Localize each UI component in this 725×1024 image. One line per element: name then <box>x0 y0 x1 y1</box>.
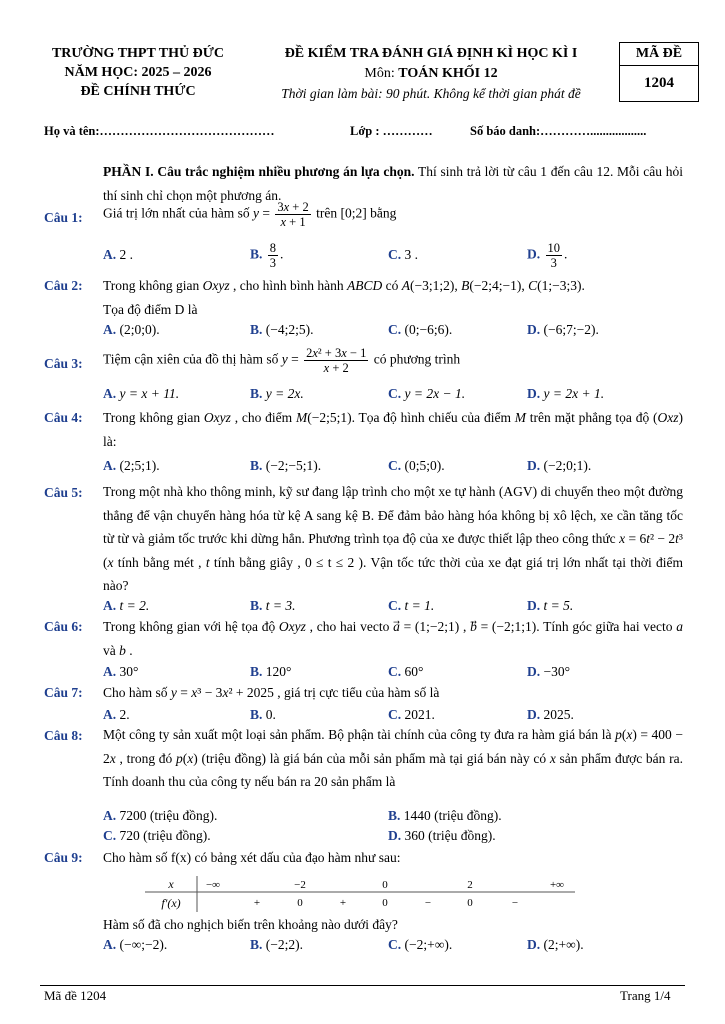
q5-option-c[interactable]: C. t = 1. <box>388 598 435 613</box>
time-note: Thời gian làm bài: 90 phút. Không kể thời gian phát đề <box>281 86 581 101</box>
q3-option-b[interactable]: B. y = 2x. <box>250 386 304 401</box>
q6-b-text: 120° <box>265 664 292 679</box>
sign-table-zero-3: 0 <box>467 897 473 909</box>
q1-option-d[interactable]: D. $\frac{10}{3}$ . <box>527 241 568 270</box>
q4-label: Câu 4: <box>44 410 83 425</box>
part1-title: PHẦN I. Câu trắc nghiệm nhiều phương án lựa chọn. <box>103 164 415 179</box>
q2-b-text: (−4;2;5). <box>265 322 314 337</box>
q9-c-text: (−2;+∞). <box>404 937 453 952</box>
sbd-label: Số báo danh:………….................. <box>470 124 647 138</box>
sign-table-fp-label: f′(x) <box>161 896 181 910</box>
q7-option-c[interactable]: C. 2021. <box>388 707 435 722</box>
q8-option-b[interactable]: B. 1440 (triệu đồng). <box>388 808 502 823</box>
footer-divider <box>40 985 685 986</box>
student-name-label: Họ và tên:…………………………………… <box>44 124 275 138</box>
q1-option-a[interactable]: A. 2 . <box>103 247 133 262</box>
q6-label: Câu 6: <box>44 619 83 634</box>
footer-code: Mã đề 1204 <box>44 988 107 1003</box>
q6-a-text: 30° <box>119 664 139 679</box>
q4-d-text: (−2;0;1). <box>543 458 592 473</box>
q2-c-text: (0;−6;6). <box>404 322 453 337</box>
sign-table-x-label: x <box>168 877 174 891</box>
q8-a-text: 7200 (triệu đồng). <box>119 808 218 823</box>
q3-option-c[interactable]: C. y = 2x − 1. <box>388 386 466 401</box>
q8-d-text: 360 (triệu đồng). <box>404 828 496 843</box>
q4-option-b[interactable]: B. (−2;−5;1). <box>250 458 322 473</box>
q5-body: Trong một nhà kho thông minh, kỹ sư đang lập trình cho một xe tự hành (AGV) di chuyển theo một đường thẳng để vận chuyển hàng hóa từ kệ A sang kệ B. Để đảm bảo hàng hóa không bị xô lệch, xe cần tăng tốc từ từ và giảm tốc trước khi dừng hẳn. Phương trình tọa độ của xe được thiết lập theo công thức <box>103 484 683 546</box>
sign-table-sign-4: − <box>511 897 519 909</box>
q7-text: Cho hàm số y = x³ − 3x² + 2025 , giá trị cực tiểu của hàm số là <box>103 685 440 700</box>
q8-label: Câu 8: <box>44 728 83 743</box>
q1-b-den: 3 <box>269 256 277 270</box>
q3-text: Tiệm cận xiên của đồ thị hàm số y = $\frac{\text{2x² + 3x − 1}}{x + 2}$ có phương trình <box>103 346 461 375</box>
school-header <box>28 44 248 101</box>
q7-b-text: 0. <box>265 707 276 722</box>
official-label: ĐỀ CHÍNH THỨC <box>80 84 196 99</box>
student-name-field[interactable] <box>44 124 275 139</box>
q1-c-text: 3 . <box>404 247 418 262</box>
q9-option-b[interactable]: B. (−2;2). <box>250 937 303 952</box>
q9-b-text: (−2;2). <box>265 937 303 952</box>
q5-text: Trong một nhà kho thông minh, kỹ sư đang lập trình cho một xe tự hành (AGV) di chuyển theo một đường thẳng để vận chuyển hàng hóa từ kệ A sang kệ B. Để đảm bảo hàng hóa không bị xô lệch, xe cần tăng tốc từ từ và giảm tốc trước khi dừng hẳn. Phương trình tọa độ của xe được thiết lập theo công thức x = 6t² − 2t³ (x tính bằng mét , t tính bằng giây , 0 ≤ t ≤ 2 ). Vận tốc tức thời của xe đạt giá trị lớn nhất tại thời điểm nào? <box>103 484 683 593</box>
class-field[interactable] <box>350 124 433 139</box>
q5-label: Câu 5: <box>44 485 83 500</box>
q4-b-text: (−2;−5;1). <box>265 458 322 473</box>
q6-d-text: −30° <box>543 664 571 679</box>
sign-table-sign-1: + <box>253 897 261 909</box>
q2-option-a[interactable]: A. (2;0;0). <box>103 322 160 337</box>
q9-option-a[interactable]: A. (−∞;−2). <box>103 937 168 952</box>
q8-option-c[interactable]: C. 720 (triệu đồng). <box>103 828 211 843</box>
q1-label: Câu 1: <box>44 210 83 225</box>
subject-prefix: Môn: <box>364 66 399 81</box>
sign-table-point-5: +∞ <box>549 879 565 891</box>
q4-option-c[interactable]: C. (0;5;0). <box>388 458 445 473</box>
q5-option-b[interactable]: B. t = 3. <box>250 598 296 613</box>
q7-label: Câu 7: <box>44 685 83 700</box>
q7-option-a[interactable]: A. 2. <box>103 707 130 722</box>
q1-d-den: 3 <box>550 256 557 270</box>
q3-d-text: y = 2x + 1. <box>543 386 605 401</box>
q2-label: Câu 2: <box>44 278 83 293</box>
part1-desc: Thí sinh trả lời từ câu 1 đến câu 12. Mỗi câu hỏi thí sinh chỉ chọn một phương án. <box>103 164 683 203</box>
q1-d-num: 10 <box>547 241 560 255</box>
footer-page: Trang 1/4 <box>620 988 671 1003</box>
q9-option-d[interactable]: D. (2;+∞). <box>527 937 584 952</box>
sign-table-sign-3: − <box>424 897 432 909</box>
q7-option-b[interactable]: B. 0. <box>250 707 276 722</box>
q6-option-d[interactable]: D. −30° <box>527 664 571 679</box>
exam-code: 1204 <box>644 75 674 91</box>
q4-option-d[interactable]: D. (−2;0;1). <box>527 458 592 473</box>
q2-a-text: (2;0;0). <box>119 322 160 337</box>
q2-text: Trong không gian Oxyz , cho hình bình hành ABCD có A(−3;1;2), B(−2;4;−1), C(1;−3;3). Tọa độ điểm D là <box>103 278 585 317</box>
sign-table-zero-1: 0 <box>297 897 303 909</box>
q2-option-c[interactable]: C. (0;−6;6). <box>388 322 453 337</box>
q9-option-c[interactable]: C. (−2;+∞). <box>388 937 453 952</box>
q9-d-text: (2;+∞). <box>543 937 584 952</box>
q6-option-b[interactable]: B. 120° <box>250 664 292 679</box>
q1-option-b[interactable]: B. $\frac{8}{3}$ . <box>250 241 284 270</box>
q2-option-d[interactable]: D. (−6;7;−2). <box>527 322 599 337</box>
q8-option-d[interactable]: D. 360 (triệu đồng). <box>388 828 496 843</box>
school-year: NĂM HỌC: 2025 – 2026 <box>64 65 212 80</box>
exam-header <box>262 44 600 104</box>
q7-d-text: 2025. <box>543 707 574 722</box>
sbd-field[interactable] <box>470 124 646 139</box>
q3-c-text: y = 2x − 1. <box>404 386 466 401</box>
q6-text: Trong không gian với hệ tọa độ Oxyz , cho hai vecto a⃗ = (1;−2;1) , b⃗ = (−2;1;1). Tính góc giữa hai vecto a và b . <box>103 619 683 658</box>
q3-label: Câu 3: <box>44 356 83 371</box>
q3-option-a[interactable]: A. y = x + 11. <box>103 386 180 401</box>
q8-b-text: 1440 (triệu đồng). <box>403 808 502 823</box>
exam-title: ĐỀ KIỂM TRA ĐÁNH GIÁ ĐỊNH KÌ HỌC KÌ I <box>284 46 578 61</box>
q5-body2: bằng giây , 0 ≤ t ≤ 2 ). Vận tốc tức thời của xe đạt giá trị lớn nhất tại thời điểm nào? <box>103 554 683 593</box>
subject-line <box>262 64 600 84</box>
q7-option-d[interactable]: D. 2025. <box>527 707 574 722</box>
class-label: Lớp : ………… <box>350 124 433 138</box>
q7-a-text: 2. <box>119 707 130 722</box>
q9-label: Câu 9: <box>44 850 83 865</box>
q8-text: Một công ty sản xuất một loại sản phẩm. Bộ phận tài chính của công ty đưa ra hàm giá bán là p(x) = 400 − 2x , trong đó p(x) (triệu đồng) là giá bán của mỗi sản phẩm mà tại giá bán này có x sản phẩm được bán ra. Tính doanh thu của công ty nếu bán ra 20 sản phẩm là <box>103 727 684 789</box>
q5-b-text: t = 3. <box>265 598 296 613</box>
q9-text: Cho hàm số f(x) có bảng xét dấu của đạo hàm như sau: <box>103 850 401 865</box>
q4-a-text: (2;5;1). <box>119 458 160 473</box>
q6-c-text: 60° <box>404 664 424 679</box>
sign-table-sign-2: + <box>339 897 347 909</box>
q4-option-a[interactable]: A. (2;5;1). <box>103 458 160 473</box>
q8-c-text: 720 (triệu đồng). <box>119 828 211 843</box>
q5-d-text: t = 5. <box>543 598 574 613</box>
q8-option-a[interactable]: A. 7200 (triệu đồng). <box>103 808 218 823</box>
q3-a-text: y = x + 11. <box>119 386 180 401</box>
q2-option-b[interactable]: B. (−4;2;5). <box>250 322 314 337</box>
derivative-sign-table <box>145 876 575 912</box>
q2-line2: Tọa độ điểm D là <box>103 302 198 317</box>
q1-b-num: 8 <box>269 241 277 255</box>
q6-option-c[interactable]: C. 60° <box>388 664 424 679</box>
q5-c-text: t = 1. <box>404 598 435 613</box>
q5-a-text: t = 2. <box>119 598 150 613</box>
exam-code-label: MÃ ĐỀ <box>620 43 698 66</box>
q4-text: Trong không gian Oxyz , cho điểm M(−2;5;1). Tọa độ hình chiếu của điểm M trên mặt phẳng tọa độ (Oxz) là: <box>103 410 683 449</box>
q7-c-text: 2021. <box>404 707 435 722</box>
q9-a-text: (−∞;−2). <box>119 937 168 952</box>
q1-a-text: 2 . <box>119 247 133 262</box>
q9-question: Hàm số đã cho nghịch biến trên khoảng nào dưới đây? <box>103 917 398 932</box>
q3-option-d[interactable]: D. y = 2x + 1. <box>527 386 605 401</box>
q2-d-text: (−6;7;−2). <box>543 322 599 337</box>
q3-b-text: y = 2x. <box>265 386 304 401</box>
q1-option-c[interactable]: C. 3 . <box>388 247 418 262</box>
q5-option-d[interactable]: D. t = 5. <box>527 598 574 613</box>
sign-table-point-2: −2 <box>294 879 306 891</box>
q4-c-text: (0;5;0). <box>404 458 445 473</box>
sign-table-point-1: −∞ <box>205 879 221 891</box>
q6-option-a[interactable]: A. 30° <box>103 664 139 679</box>
sign-table-zero-2: 0 <box>382 897 388 909</box>
school-name: TRƯỜNG THPT THỦ ĐỨC <box>51 46 225 61</box>
sign-table-point-3: 0 <box>382 879 388 891</box>
exam-code-box <box>619 42 699 102</box>
q1-text: Giá trị lớn nhất của hàm số y = $\frac{3x + 2}{x + 1}$ trên [0;2] bằng <box>103 200 397 229</box>
subject-name: TOÁN KHỐI 12 <box>398 66 498 81</box>
sign-table-point-4: 2 <box>467 879 473 891</box>
q5-option-a[interactable]: A. t = 2. <box>103 598 150 613</box>
